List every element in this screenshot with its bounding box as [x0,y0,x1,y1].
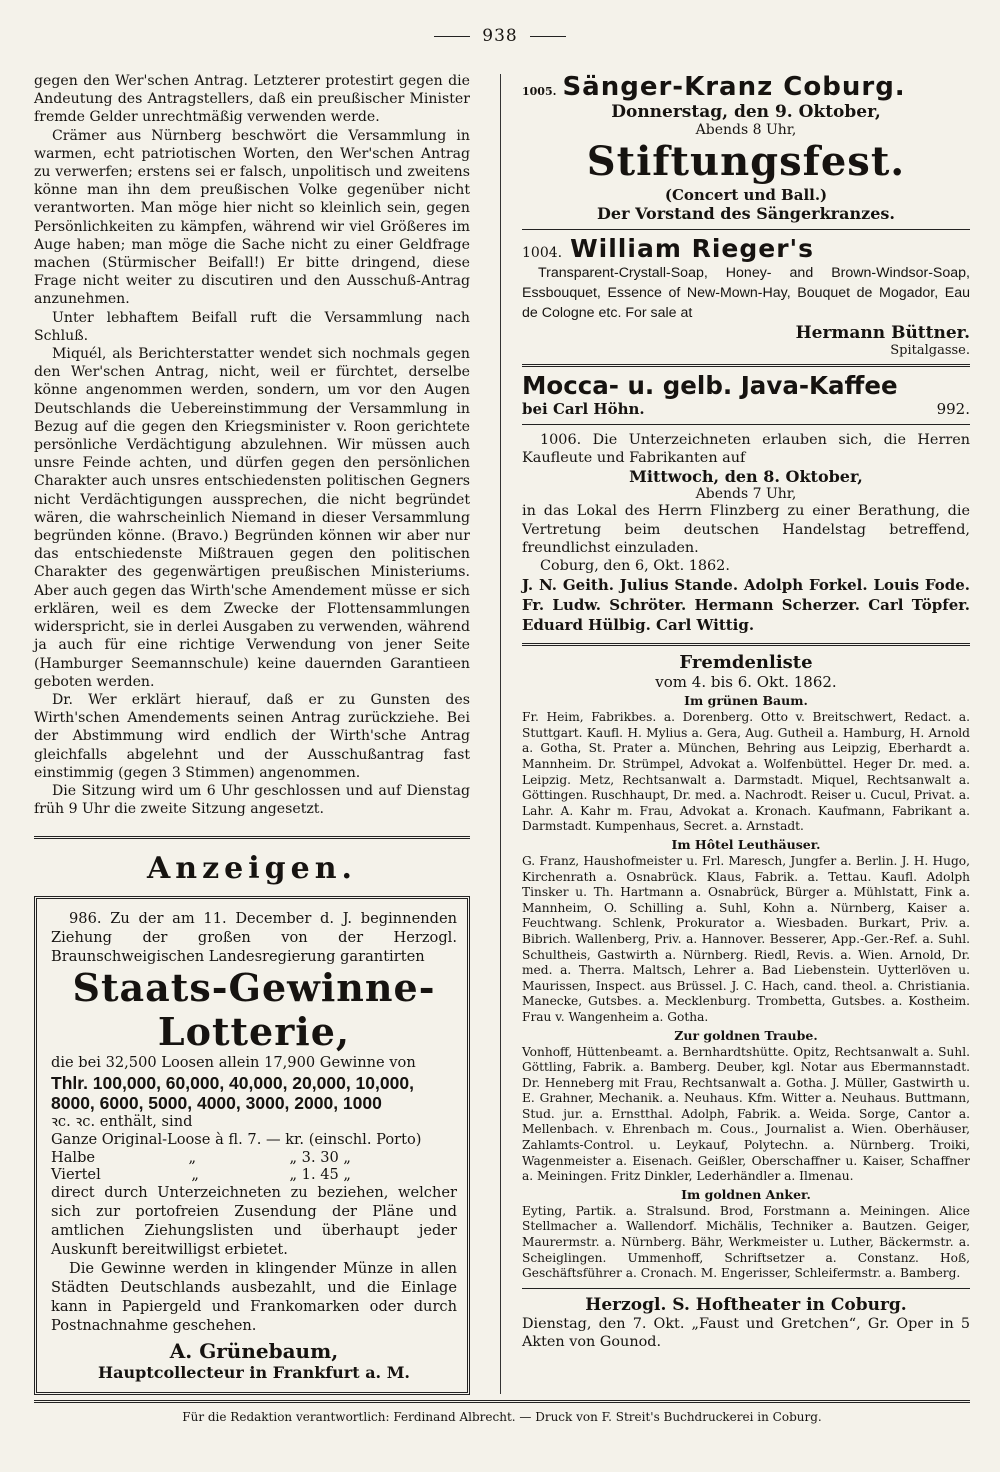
footer-rule [34,1400,970,1403]
lottery-text-2: Die Gewinne werden in klingender Münze in allen Städten Deutschlands ausbezahlt, und die Einlage kann in Papiergeld und Frankomarken oder durch Postnachnahme geschehen. [51,1259,457,1334]
rieger-header [522,234,970,263]
rieger-seller: Hermann Büttner. [795,323,970,343]
page-number-dash-right [530,36,566,37]
rieger-divider [522,229,970,230]
lottery-intro: 986. Zu der am 11. December d. J. beginnenden Ziehung der großen von der Herzogl. Braunschweigischen Landesregierung garantirten [51,910,457,966]
lottery-price-half [51,1149,351,1166]
fremden-hotel-1: Im grünen Baum. [684,693,808,709]
footer-imprint: Für die Redaktion verantwortlich: Ferdinand Albrecht. — Druck von F. Streit's Buchdruckerei in Coburg. [182,1410,822,1424]
lottery-line-1: die bei 32,500 Loosen allein 17,900 Gewinne von [51,1054,416,1072]
article-paragraph-5: Dr. Wer erklärt hierauf, daß er zu Gunsten des Wirth'schen Amendements seinen Antrag zurückziehe. Bei der Abstimmung wird endlich der Wirth'sche Antrag gleichfalls abgelehnt und der Ausschußantrag fast einstimmig (gegen 3 Stimmen) angenommen. [34,691,470,781]
saenger-ad-number: 1005. [522,85,557,98]
saenger-title: Sänger-Kranz Coburg. [562,72,906,102]
lottery-price-half-marks: „ [188,1148,197,1166]
fremden-hotel-2: Im Hôtel Leuthäuser. [671,836,821,852]
article-paragraph-6: Die Sitzung wird um 6 Uhr geschlossen und auf Dienstag früh 9 Uhr die zweite Sitzung angesetzt. [34,782,470,818]
article-paragraph-2: Crämer aus Nürnberg beschwört die Versammlung in warmen, echt patriotischen Worten, den Wer'schen Antrag zu verwerfen; erstens sei er falsch, unpolitisch und zweitens könne man ihn dem preußischen Volke gegenüber nicht verantworten. Man möge hier nicht so kleinlich sein, gegen Persönlichkeiten zu kämpfen, während wir viel Größeres im Auge haben; man möge die Sache nicht zu einer Geldfrage machen (Stürmischer Beifall!) Er bitte dringend, diese Frage nicht weiter zu discutiren und den Ausschuß-Antrag anzunehmen. [34,127,470,308]
meeting-signatories: J. N. Geith. Julius Stande. Adolph Forkel. Louis Fode. Fr. Ludw. Schröter. Hermann Scherzer. Carl Töpfer. Eduard Hülbig. Carl Wittig. [522,576,970,635]
rieger-ad-number: 1004. [522,245,563,261]
column-divider [500,74,501,1394]
meeting-intro: 1006. Die Unterzeichneten erlauben sich, die Herren Kaufleute und Fabrikanten auf [522,432,970,467]
meeting-time: Abends 7 Uhr, [695,486,797,503]
lottery-amounts-1: Thlr. 100,000, 60,000, 40,000, 20,000, 10,000, [51,1072,414,1093]
lottery-amounts-2: 8000, 6000, 5000, 4000, 3000, 2000, 1000 [51,1092,382,1113]
article-paragraph-4: Miquél, als Berichterstatter wendet sich nochmals gegen den Wer'schen Antrag, nicht, weil er fürchtet, derselbe könne angenommen werden, sondern, um vor den Augen Deutschlands die Uebereinstimmung der Versammlung in Bezug auf die gegen den Kriegsminister v. Roon gerichtete persönliche Verdächtigung abzulehnen. Wir müssen auch unsre Feinde achten, und dürfen gegen den persönlichen Charakter auch unsres entschiedensten politischen Gegners nicht Verdächtigungen aussprechen, die nicht begründet wären, die wahrscheinlich Niemand in dieser Versammlung begründen könne. (Bravo.) Begründen können wir aber nur das entschiedenste Mißtrauen gegen den politischen Charakter des gegenwärtigen preußischen Ministeriums. Aber auch gegen das Wirth'sche Amendement müsse er sich erklären, weil es dem Zwecke der Flottensammlungen widerspricht, sie in derlei Ausgaben zu verwenden, während ja auch für eine richtige Verwendung von jener Seite (Hamburger Seemannschule) keine dauernden Garantieen geboten werden. [34,346,470,690]
lottery-price-quarter-marks: „ [191,1165,199,1183]
saenger-time: Abends 8 Uhr, [695,122,797,138]
article-paragraph-3: Unter lebhaftem Beifall ruft die Versammlung nach Schluß. [34,309,470,344]
lottery-text: direct durch Unterzeichneten zu beziehen, welcher sich zur portofreien Zusendung der Pläne und amtlichen Ziehungslisten und überhaupt jeder Auskunft bereitwilligst erbietet. [51,1183,457,1258]
page-number-dash-left [434,36,470,37]
rieger-text: Transparent-Crystall-Soap, Honey- and Brown-Windsor-Soap, Essbouquet, Essence of New-Mown-Hay, Bouquet de Mogador, Eau de Cologne etc. For sale at [522,265,970,321]
lottery-signature-title: Hauptcollecteur in Frankfurt a. M. [98,1362,410,1382]
saenger-header [522,72,970,102]
fremden-guests-2: G. Franz, Haushofmeister u. Frl. Maresch, Jungfer a. Berlin. J. H. Hugo, Kirchenrath a. Osnabrück. Klaus, Fabrik. a. Tettau. Kaufl. Adolph Tinsker u. Th. Hartmann a. Osnabrück, Bürger a. Mühlstatt, Fink a. Mannheim, O. Schilling a. Suhl, Kohn a. Nürnberg, Kaiser a. Feuchtwang. Schlenk, Prokurator a. Wiesbaden. Burkart, Priv. a. Bibrich. Wallenberg, Priv. a. Hannover. Besserer, App.-Ger.-Ref. a. Suhl. Schultheis, Gastwirth a. Nürnberg. Riedl, Revis. a. Wien. Arnold, Dr. med. a. Therra. Maltsch, Lehrer a. Bad Liebenstein. Uytterlöven u. Maurissen, Inspect. aus Brüssel. J. C. Hach, cand. theol. a. Christiania. Manecke, Gutsbes. a. Mecklenburg. Trombetta, Gutsbes. a. Kostheim. Frau v. Wangenheim a. Gotha. [522,853,970,1024]
lottery-price-half-value: „ 3. 30 „ [289,1148,351,1166]
lottery-ad [34,896,470,1395]
meeting-date: Mittwoch, den 8. Oktober, [629,467,863,487]
left-column [34,72,470,1395]
rieger-title: William Rieger's [570,234,815,263]
fremden-guests-4: Eyting, Partik. a. Stralsund. Brod, Forstmann a. Meiningen. Alice Stellmacher a. Wallendorf. Michälis, Techniker a. Bautzen. Geiger, Maurermstr. a. Nürnberg. Bähr, Werkmeister u. Luther, Bäckermstr. a. Scheiglingen. Ummenhoff, Schriftsetzer a. Constanz. Hoß, Geschäftsführer a. Cronach. M. Engerisser, Schleifermstr. a. Bamberg. [522,1203,970,1281]
fremden-title: Fremdenliste [679,652,813,674]
fremden-hotel-4: Im goldnen Anker. [681,1186,811,1202]
lottery-price-quarter-label: Viertel [51,1165,101,1183]
saenger-subtitle: (Concert und Ball.) [664,186,828,204]
meeting-divider [522,424,970,425]
fremden-guests-3: Vonhoff, Hüttenbeamt. a. Bernhardtshütte. Opitz, Rechtsanwalt a. Suhl. Göttling, Fabrik. a. Bamberg. Deuber, kgl. Notar aus Ebermannstadt. Dr. Henneberg mit Frau, Rechtsanwalt a. Gotha. J. Müller, Gastwirth u. E. Grahner, Mechanik. a. Neuhaus. Kfm. Witter a. Neuhaus. Buttmann, Stud. jur. a. Ernstthal. Adolph, Fabrik. a. Weida. Sorge, Cantor a. Mellenbach. v. Ehrenbach m. Cous., Journalist a. Wien. Oberhäuser, Zahlamts-Control. u. Leykauf, Polytechn. a. Nürnberg. Troiki, Wagenmeister a. Eisenach. Geißler, Oberschaffner u. Kaiser, Schaffner a. Meiningen. Fritz Dinkler, Lederhändler a. Ilmenau. [522,1044,970,1184]
meeting-place: Coburg, den 6, Okt. 1862. [540,558,730,575]
fremden-divider [522,643,970,646]
theater-divider [522,1288,970,1289]
lottery-price-half-label: Halbe [51,1148,96,1166]
fremden-date: vom 4. bis 6. Okt. 1862. [655,673,837,692]
lottery-price-whole: Ganze Original-Loose à fl. 7. — kr. (einschl. Porto) [51,1130,422,1148]
lottery-signature-name: A. Grünebaum, [169,1338,339,1363]
lottery-line-2: ꝛc. ꝛc. enthält, sind [51,1112,193,1130]
section-divider [34,836,470,839]
lottery-price-quarter-value: „ 1. 45 „ [289,1165,351,1183]
mocca-seller: bei Carl Höhn. [522,400,645,418]
mocca-divider [522,364,970,367]
mocca-ad-number: 992. [936,400,970,418]
meeting-text: in das Lokal des Herrn Flinzberg zu einer Berathung, die Vertretung beim deutschen Handelstag betreffend, freundlichst einzuladen. [522,503,970,556]
mocca-title: Mocca- u. gelb. Java-Kaffee [522,371,898,400]
fremden-hotel-3: Zur goldnen Traube. [674,1027,818,1043]
article-paragraph-1: gegen den Wer'schen Antrag. Letzterer protestirt gegen die Andeutung des Antragstellers, daß ein preußischer Minister fremde Gelder unrechtmäßig verwenden werde. [34,73,470,126]
theater-title: Herzogl. S. Hoftheater in Coburg. [585,1294,907,1315]
anzeigen-heading: Anzeigen. [147,851,357,887]
saenger-date: Donnerstag, den 9. Oktober, [611,102,881,122]
rieger-street: Spitalgasse. [890,343,970,358]
page-number: 938 [482,26,518,46]
saenger-fest-title: Stiftungsfest. [586,138,906,185]
mocca-row [522,400,970,418]
right-column [522,72,970,1351]
page-number-line [0,26,1000,46]
lottery-title: Staats-Gewinne-Lotterie, [72,965,436,1055]
lottery-price-quarter [51,1166,351,1183]
theater-text: Dienstag, den 7. Okt. „Faust und Gretchen“, Gr. Oper in 5 Akten von Gounod. [522,1315,970,1351]
saenger-signature: Der Vorstand des Sängerkranzes. [597,204,895,223]
fremden-guests-1: Fr. Heim, Fabrikbes. a. Dorenberg. Otto v. Breitschwert, Redact. a. Stuttgart. Kaufl. H. Mylius a. Gera, Aug. Gutheil a. Hamburg, H. Arnold a. Gotha, St. Prater a. München, Behring aus Leipzig, Eberhardt a. Mannheim. Dr. Strümpel, Advokat a. Wolfenbüttel. Heger Dr. med. a. Leipzig. Metz, Rechtsanwalt a. Darmstadt. Miquel, Rechtsanwalt a. Göttingen. Ruschhaupt, Dr. med. a. Nachrodt. Reiser u. Cucul, Privat. a. Lahr. A. Kahr m. Frau, Advokat a. Kronach. Kaufmann, Fabrikant a. Darmstadt. Kumpenhaus, Secret. a. Arnstadt. [522,710,970,834]
